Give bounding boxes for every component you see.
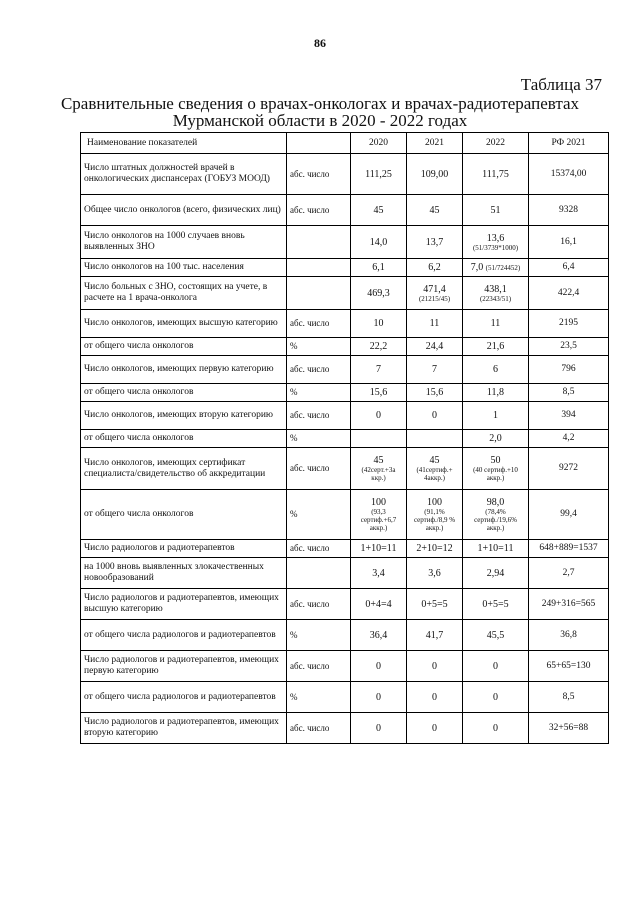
table-row (81, 430, 609, 448)
value-2020 (351, 620, 407, 651)
value-2020-main: 22,2 (369, 341, 388, 352)
value-2020-main: 0 (376, 691, 381, 703)
value-2022 (463, 384, 529, 402)
value-2020-main: 45 (373, 204, 384, 216)
value-rf2021: 2,7 (529, 558, 609, 589)
value-rf2021: 8,5 (529, 384, 609, 402)
table-row (81, 620, 609, 651)
header-rf2021: РФ 2021 (529, 133, 609, 154)
value-2021 (407, 356, 463, 384)
value-2020-main: 15,6 (369, 387, 388, 398)
value-2020 (351, 558, 407, 589)
value-2021-main: 24,4 (425, 341, 444, 352)
value-2021-main: 0 (432, 660, 437, 672)
table-row (81, 589, 609, 620)
table-row (81, 226, 609, 259)
unit-cell (287, 259, 351, 277)
value-2021 (407, 384, 463, 402)
value-2022 (463, 589, 529, 620)
value-2020-main: 0 (376, 410, 381, 421)
value-2022-main: 13,6 (486, 232, 505, 244)
value-2021-main: 41,7 (425, 629, 444, 641)
value-2022 (463, 154, 529, 195)
table-row (81, 651, 609, 682)
value-2022-main: 21,6 (486, 341, 505, 352)
indicator-name: Число онкологов, имеющих сертификат специалиста/свидетельство об аккредитации (81, 448, 287, 490)
value-2020 (351, 277, 407, 310)
table-row (81, 713, 609, 744)
value-2021-main: 11 (429, 318, 440, 329)
value-2020-main: 14,0 (369, 236, 388, 248)
table-label: Таблица 37 (520, 75, 602, 94)
value-2020-main: 6,1 (372, 262, 385, 273)
value-2022-note: (51/3739*1000) (472, 243, 519, 252)
value-2021-main: 7 (432, 364, 437, 375)
value-2022-main: 98,0 (486, 497, 505, 508)
value-2020-main: 469,3 (367, 287, 390, 299)
table-header-row (81, 133, 609, 154)
value-rf2021: 6,4 (529, 259, 609, 277)
value-2021 (407, 277, 463, 310)
value-2021-main: 45 (429, 455, 440, 466)
table-row (81, 259, 609, 277)
table-row (81, 402, 609, 430)
value-rf2021: 249+316=565 (529, 589, 609, 620)
table-row (81, 356, 609, 384)
indicator-name: от общего числа онкологов (81, 430, 287, 448)
value-2020 (351, 259, 407, 277)
table-row (81, 448, 609, 490)
value-2021 (407, 682, 463, 713)
value-2020-main: 0+4=4 (365, 598, 392, 610)
value-rf2021: 648+889=1537 (529, 540, 609, 558)
value-rf2021: 23,5 (529, 338, 609, 356)
value-2022 (463, 448, 529, 490)
value-2021-note: (91,1% сертиф./8,9 % аккр.) (413, 508, 456, 532)
value-2021 (407, 195, 463, 226)
value-2022 (463, 356, 529, 384)
table-row (81, 195, 609, 226)
header-2022: 2022 (463, 133, 529, 154)
value-rf2021: 65+65=130 (529, 651, 609, 682)
value-2020 (351, 338, 407, 356)
value-rf2021: 422,4 (529, 277, 609, 310)
table-row (81, 540, 609, 558)
value-2020-main: 0 (376, 660, 381, 672)
value-2022-main: 2,94 (486, 567, 505, 579)
indicator-name: на 1000 вновь выявленных злокачественных новообразований (81, 558, 287, 589)
unit-cell: абс. число (287, 356, 351, 384)
indicator-name: Число радиологов и радиотерапевтов, имеющих вторую категорию (81, 713, 287, 744)
value-2022-note: (78,4% сертиф./19,6% аккр.) (474, 508, 517, 532)
value-rf2021: 32+56=88 (529, 713, 609, 744)
value-rf2021: 36,8 (529, 620, 609, 651)
unit-cell: абс. число (287, 154, 351, 195)
value-2021 (407, 713, 463, 744)
value-2020 (351, 226, 407, 259)
value-2021-main: 471,4 (423, 283, 446, 295)
value-2022-note: (22343/51) (479, 294, 512, 303)
value-2020 (351, 682, 407, 713)
value-2020 (351, 195, 407, 226)
indicator-name: Число онкологов на 1000 случаев вновь выявленных ЗНО (81, 226, 287, 259)
header-2021: 2021 (407, 133, 463, 154)
value-2020 (351, 490, 407, 540)
value-rf2021: 8,5 (529, 682, 609, 713)
value-2021 (407, 540, 463, 558)
value-2022-main: 6 (493, 364, 498, 375)
header-name: Наименование показателей (81, 133, 287, 154)
value-2021 (407, 448, 463, 490)
value-2021 (407, 338, 463, 356)
value-2020-main: 1+10=11 (360, 543, 397, 554)
value-2021-main: 100 (427, 497, 442, 508)
indicator-name: от общего числа радиологов и радиотерапевтов (81, 620, 287, 651)
page-number: 86 (314, 36, 326, 50)
value-2022 (463, 195, 529, 226)
indicator-name: Общее число онкологов (всего, физических лиц) (81, 195, 287, 226)
indicator-name: Число больных с ЗНО, состоящих на учете, в расчете на 1 врача-онколога (81, 277, 287, 310)
value-2022-main: 0+5=5 (482, 598, 509, 610)
unit-cell: % (287, 430, 351, 448)
indicator-name: Число радиологов и радиотерапевтов, имеющих высшую категорию (81, 589, 287, 620)
value-2021-main: 0 (432, 410, 437, 421)
value-2021 (407, 620, 463, 651)
value-2021-main: 0+5=5 (421, 598, 448, 610)
value-2022 (463, 490, 529, 540)
unit-cell: % (287, 620, 351, 651)
table-row (81, 277, 609, 310)
value-2021 (407, 154, 463, 195)
value-2020 (351, 713, 407, 744)
value-2022 (463, 540, 529, 558)
indicator-name: Число онкологов на 100 тыс. населения (81, 259, 287, 277)
value-2021 (407, 651, 463, 682)
value-rf2021: 15374,00 (529, 154, 609, 195)
indicator-name: Число онкологов, имеющих вторую категорию (81, 402, 287, 430)
value-2020 (351, 448, 407, 490)
value-rf2021: 9272 (529, 448, 609, 490)
value-2022 (463, 310, 529, 338)
value-2022 (463, 713, 529, 744)
value-2022 (463, 226, 529, 259)
unit-cell: % (287, 682, 351, 713)
value-2021-main: 3,6 (428, 567, 441, 579)
title-line-1: Сравнительные сведения о врачах-онкологах и врачах-радиотерапевтах (60, 94, 580, 113)
value-2022-main: 11 (490, 318, 501, 329)
unit-cell: абс. число (287, 402, 351, 430)
indicator-name: Число радиологов и радиотерапевтов (81, 540, 287, 558)
value-2021 (407, 430, 463, 448)
unit-cell: абс. число (287, 448, 351, 490)
value-2022-main: 45,5 (486, 629, 505, 641)
officials-table (80, 132, 609, 744)
value-2020 (351, 430, 407, 448)
value-rf2021: 2195 (529, 310, 609, 338)
value-2021-main: 6,2 (428, 262, 441, 273)
value-2021-main: 2+10=12 (416, 543, 453, 554)
value-2021-main: 109,00 (420, 168, 449, 180)
value-rf2021: 796 (529, 356, 609, 384)
table-title (0, 95, 640, 129)
value-2021-main: 45 (429, 204, 440, 216)
unit-cell: абс. число (287, 310, 351, 338)
value-2022-main: 50 (490, 455, 501, 466)
value-2022-main: 7,0 (470, 261, 484, 273)
value-2022-main: 0 (493, 660, 498, 672)
value-2022-main: 1+10=11 (477, 543, 514, 554)
unit-cell: абс. число (287, 540, 351, 558)
value-2022-main: 111,75 (482, 168, 509, 180)
value-2021-note: (41сертиф.+ 4аккр.) (416, 466, 453, 482)
value-2022 (463, 430, 529, 448)
value-2021-main: 0 (432, 691, 437, 703)
value-2021-main: 15,6 (425, 387, 444, 398)
value-2020-main: 45 (373, 455, 384, 466)
value-2022 (463, 259, 529, 277)
value-2021 (407, 226, 463, 259)
value-2020-note: (93,3 сертиф.+6,7 аккр.) (360, 508, 397, 532)
unit-cell: % (287, 490, 351, 540)
unit-cell: % (287, 384, 351, 402)
value-2022-main: 0 (493, 722, 498, 734)
unit-cell (287, 277, 351, 310)
value-rf2021: 394 (529, 402, 609, 430)
header-unit (287, 133, 351, 154)
value-2022 (463, 682, 529, 713)
value-2020 (351, 402, 407, 430)
unit-cell: % (287, 338, 351, 356)
value-rf2021: 9328 (529, 195, 609, 226)
value-2022 (463, 558, 529, 589)
indicator-name: Число онкологов, имеющих высшую категорию (81, 310, 287, 338)
header-2020: 2020 (351, 133, 407, 154)
indicator-name: от общего числа онкологов (81, 338, 287, 356)
value-2020-main: 100 (371, 497, 386, 508)
value-2020 (351, 154, 407, 195)
value-2022 (463, 651, 529, 682)
table-row (81, 384, 609, 402)
indicator-name: от общего числа онкологов (81, 384, 287, 402)
value-2022 (463, 338, 529, 356)
value-2022-main: 51 (490, 204, 501, 216)
value-2021 (407, 589, 463, 620)
value-2022-main: 438,1 (484, 283, 507, 295)
value-2021 (407, 259, 463, 277)
value-2022-note: (51/724452) (485, 263, 521, 272)
value-2020 (351, 589, 407, 620)
value-2020-main: 36,4 (369, 629, 388, 641)
unit-cell (287, 226, 351, 259)
value-2020-main: 7 (376, 364, 381, 375)
value-2022 (463, 277, 529, 310)
unit-cell: абс. число (287, 651, 351, 682)
value-2022-main: 2,0 (489, 433, 502, 444)
value-2022-note: (40 сертиф.+10 аккр.) (473, 466, 518, 482)
table-row (81, 338, 609, 356)
table-row (81, 682, 609, 713)
unit-cell (287, 558, 351, 589)
value-2021-main: 13,7 (425, 236, 444, 248)
value-2020 (351, 356, 407, 384)
value-2021 (407, 490, 463, 540)
unit-cell: абс. число (287, 589, 351, 620)
value-2021 (407, 402, 463, 430)
value-2020-main: 10 (373, 318, 384, 329)
value-2022-main: 0 (493, 691, 498, 703)
value-2022-main: 11,8 (486, 387, 505, 398)
indicator-name: Число онкологов, имеющих первую категорию (81, 356, 287, 384)
value-2020 (351, 540, 407, 558)
value-2020-main: 3,4 (372, 567, 385, 579)
table-row (81, 154, 609, 195)
value-2020-main: 0 (376, 722, 381, 734)
indicator-name: Число радиологов и радиотерапевтов, имеющих первую категорию (81, 651, 287, 682)
value-2020 (351, 651, 407, 682)
value-2020 (351, 384, 407, 402)
value-2021 (407, 310, 463, 338)
table-row (81, 310, 609, 338)
unit-cell: абс. число (287, 713, 351, 744)
value-2020 (351, 310, 407, 338)
table-row (81, 490, 609, 540)
title-line-2: Мурманской области в 2020 - 2022 годах (172, 111, 468, 130)
value-2022 (463, 402, 529, 430)
table-row (81, 558, 609, 589)
unit-cell: абс. число (287, 195, 351, 226)
value-2020-note: (42серт.+3а ккр.) (361, 466, 396, 482)
indicator-name: Число штатных должностей врачей в онкологических диспансерах (ГОБУЗ МООД) (81, 154, 287, 195)
value-rf2021: 16,1 (529, 226, 609, 259)
value-rf2021: 4,2 (529, 430, 609, 448)
value-2020-main: 111,25 (365, 168, 392, 180)
value-2022 (463, 620, 529, 651)
value-2021-main: 0 (432, 722, 437, 734)
value-2021 (407, 558, 463, 589)
value-2021-note: (21215/45) (418, 294, 451, 303)
indicator-name: от общего числа онкологов (81, 490, 287, 540)
indicator-name: от общего числа радиологов и радиотерапевтов (81, 682, 287, 713)
value-rf2021: 99,4 (529, 490, 609, 540)
value-2022-main: 1 (493, 410, 498, 421)
